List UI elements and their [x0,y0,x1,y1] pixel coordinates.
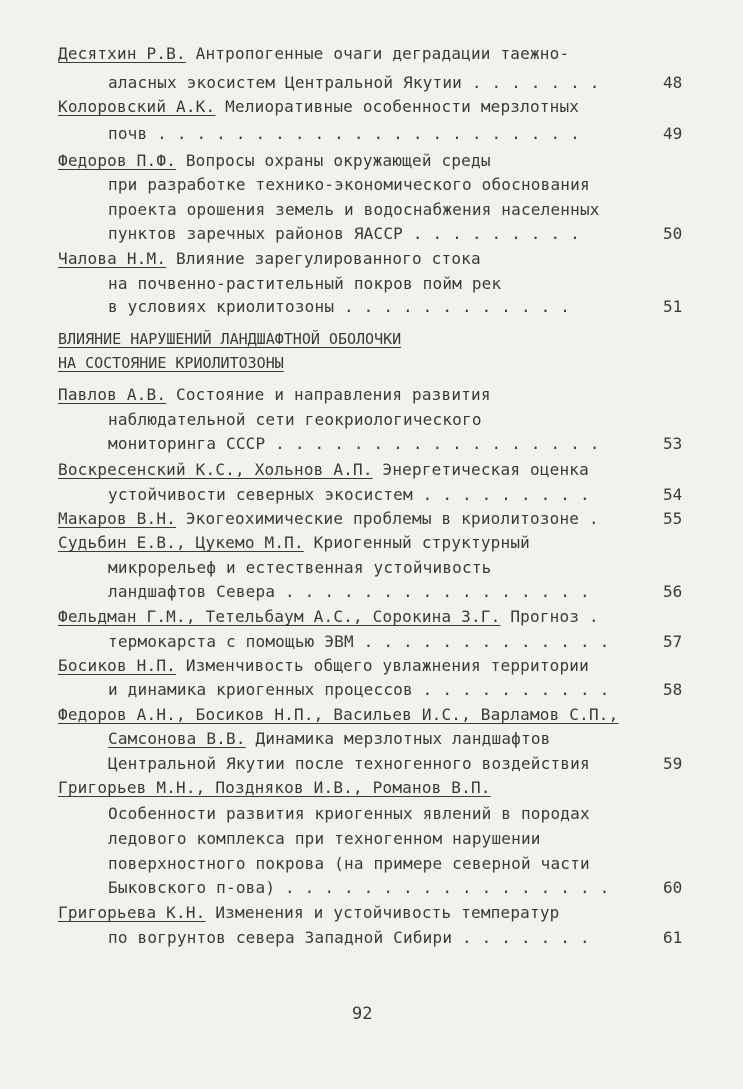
toc-entry-line: термокарста с помощью ЭВМ . . . . . . . . . . . . . [108,632,610,651]
page-ref: 53 [663,434,683,453]
toc-entry-line: почв . . . . . . . . . . . . . . . . . . . . . . [108,124,580,143]
page-ref: 56 [663,582,683,601]
page-ref: 61 [663,928,683,947]
entry-title: Изменчивость общего увлажнения территории [176,656,589,675]
author-name: Макаров В.Н. [58,509,176,528]
author-name: Григорьева К.Н. [58,903,206,922]
page-ref: 57 [663,632,683,651]
toc-entry-line [58,44,569,64]
author-name: Федоров А.Н., Босиков Н.П., Васильев И.С., Варламов С.П., [58,705,619,724]
toc-entry-line: ландшафтов Севера . . . . . . . . . . . . . . . . [108,582,590,601]
toc-entry-line [58,249,481,269]
section-heading: ВЛИЯНИЕ НАРУШЕНИЙ ЛАНДШАФТНОЙ ОБОЛОЧКИ [58,330,402,348]
toc-entry-line: Быковского п-ова) . . . . . . . . . . . . . . . . . [108,878,610,897]
entry-title: Вопросы охраны окружающей среды [176,151,491,170]
toc-entry-line [58,705,618,725]
toc-entry-line: проекта орошения земель и водоснабжения населенных [108,200,600,219]
author-name: Воскресенский К.С., Хольнов А.П. [58,460,373,479]
toc-entry-line [58,509,599,529]
author-name: Павлов А.В. [58,385,167,404]
page-ref: 55 [663,509,683,528]
author-name: Чалова Н.М. [58,249,167,268]
toc-entry-line: Особенности развития криогенных явлений в породах [108,804,590,823]
page-ref: 59 [663,754,683,773]
page-ref: 49 [663,124,683,143]
toc-entry-line: аласных экосистем Центральной Якутии . . . . . . . [108,73,600,92]
toc-entry-line: ледового комплекса при техногенном нарушении [108,829,541,848]
toc-entry-line: мониторинга СССР . . . . . . . . . . . . . . . . . [108,434,600,453]
section-heading: НА СОСТОЯНИЕ КРИОЛИТОЗОНЫ [58,354,284,372]
author-name: Самсонова В.В. [108,729,246,748]
toc-entry-line [108,729,551,749]
entry-title: Состояние и направления развития [166,385,491,404]
toc-entry-line [58,607,599,627]
page-ref: 54 [663,485,683,504]
author-name: Босиков Н.П. [58,656,176,675]
toc-entry-line [58,778,491,798]
toc-entry-line: по вогрунтов севера Западной Сибири . . . . . . . [108,928,590,947]
page-ref: 50 [663,224,683,243]
page-ref: 58 [663,680,683,699]
toc-entry-line: поверхностного покрова (на примере северной части [108,854,590,873]
entry-title: Криогенный структурный [303,533,530,552]
page-ref: 48 [663,73,683,92]
page-ref: 60 [663,878,683,897]
toc-entry-line [58,533,530,553]
toc-entry-line: на почвенно-растительный покров пойм рек [108,274,502,293]
author-name: Судьбин Е.В., Цукемо М.П. [58,533,304,552]
toc-entry-line [58,656,589,676]
entry-title: Динамика мерзлотных ландшафтов [245,729,551,748]
entry-title: Экогеохимические проблемы в криолитозоне . [176,509,599,528]
toc-entry-line: при разработке технико-экономического обоснования [108,175,590,194]
entry-title: Изменения и устойчивость температур [205,903,560,922]
toc-entry-line [58,903,559,923]
entry-title: Влияние зарегулированного стока [166,249,481,268]
toc-entry-line [58,460,589,480]
page-ref: 51 [663,297,683,316]
toc-entry-line: наблюдательной сети геокриологического [108,410,482,429]
entry-title: Энергетическая оценка [372,460,589,479]
entry-title: Прогноз . [500,607,599,626]
toc-entry-line [58,385,491,405]
page-number: 92 [352,1004,373,1024]
author-name: Колоровский А.К. [58,97,216,116]
toc-entry-line [58,97,579,117]
author-name: Фельдман Г.М., Тетельбаум А.С., Сорокина З.Г. [58,607,501,626]
toc-entry-line: в условиях криолитозоны . . . . . . . . . . . . [108,297,571,316]
author-name: Десятхин Р.В. [58,44,186,63]
toc-entry-line: микрорельеф и естественная устойчивость [108,558,492,577]
entry-title: Мелиоративные особенности мерзлотных [215,97,580,116]
author-name: Федоров П.Ф. [58,151,176,170]
toc-entry-line: пунктов заречных районов ЯАССР . . . . . . . . . [108,224,580,243]
author-name: Григорьев М.Н., Поздняков И.В., Романов В.П. [58,778,491,797]
toc-entry-line: и динамика криогенных процессов . . . . . . . . . . [108,680,610,699]
toc-entry-line: Центральной Якутии после техногенного воздействия [108,754,590,773]
toc-entry-line [58,151,491,171]
entry-title: Антропогенные очаги деградации таежно- [185,44,570,63]
toc-entry-line: устойчивости северных экосистем . . . . . . . . . [108,485,590,504]
